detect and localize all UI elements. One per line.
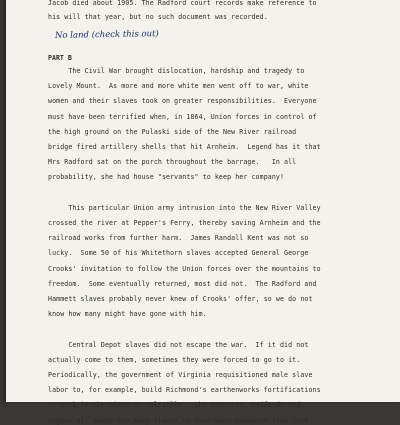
body-line: probability, she had house "servants" to keep her company! [48,173,285,182]
section-heading: PART B [48,54,72,62]
intro-line-1: Jacob died about 1905. The Radford court records make reference to [48,0,317,7]
body-line: Mrs Radford sat on the porch throughout the barrage. In all [48,158,297,167]
intro-line-2: his will that year, but no such document was recorded. [48,13,268,21]
body-line: The Civil War brought dislocation, hardship and tragedy to [48,67,305,75]
body-line: bridge fired artillery shells that hit Arnheim. Legend has it that [48,143,321,151]
body-line: actually come to them, sometimes they were forced to go to it. [48,355,301,364]
body-line: This particular Union army intrusion into the New River Valley [48,203,321,212]
document-page [6,0,400,425]
body-line: Lovely Mount. As more and more white men went off to war, white [48,82,309,91]
body-line: know how many might have gone with him. [48,310,207,319]
body-line: women and their slaves took on greater responsibilities. Everyone [48,97,317,106]
body-line: lucky. Some 50 of his Whitethorn slaves accepted General George [48,249,309,258]
body-line: crossed the river at Pepper's Ferry, thereby saving Arnheim and the [48,219,321,227]
body-line: Central Depot slaves did not escape the war. If it did not [48,340,309,349]
handwritten-note: No land (check this out) [54,29,159,41]
body-line: Crooks' invitation to follow the Union forces over the mountains to [48,264,321,273]
body-line: Periodically, the government of Virginia requisitioned male slave [48,371,313,379]
body-line: freedom. Some eventually returned, most did not. The Radford and [48,279,317,288]
body-line: railroad works from further harm. James Randall Kent was not so [48,234,309,243]
body-line: the high ground on the Pulaski side of the New River railroad [48,127,297,136]
body-line: Ingles all owned too many slaves to have been exempted from such [48,416,309,425]
body-line: or work in the mines at Saltville. The Hammetts, Radfords and [48,401,301,410]
body-line: Hammett slaves probably never knew of Crooks' offer, so we do not [48,295,313,303]
body-line: must have been terrified when, in 1864, Union forces in control of [48,112,317,121]
body-line: labor to, for example, build Richmond's earthenworks fortifications [48,386,321,395]
